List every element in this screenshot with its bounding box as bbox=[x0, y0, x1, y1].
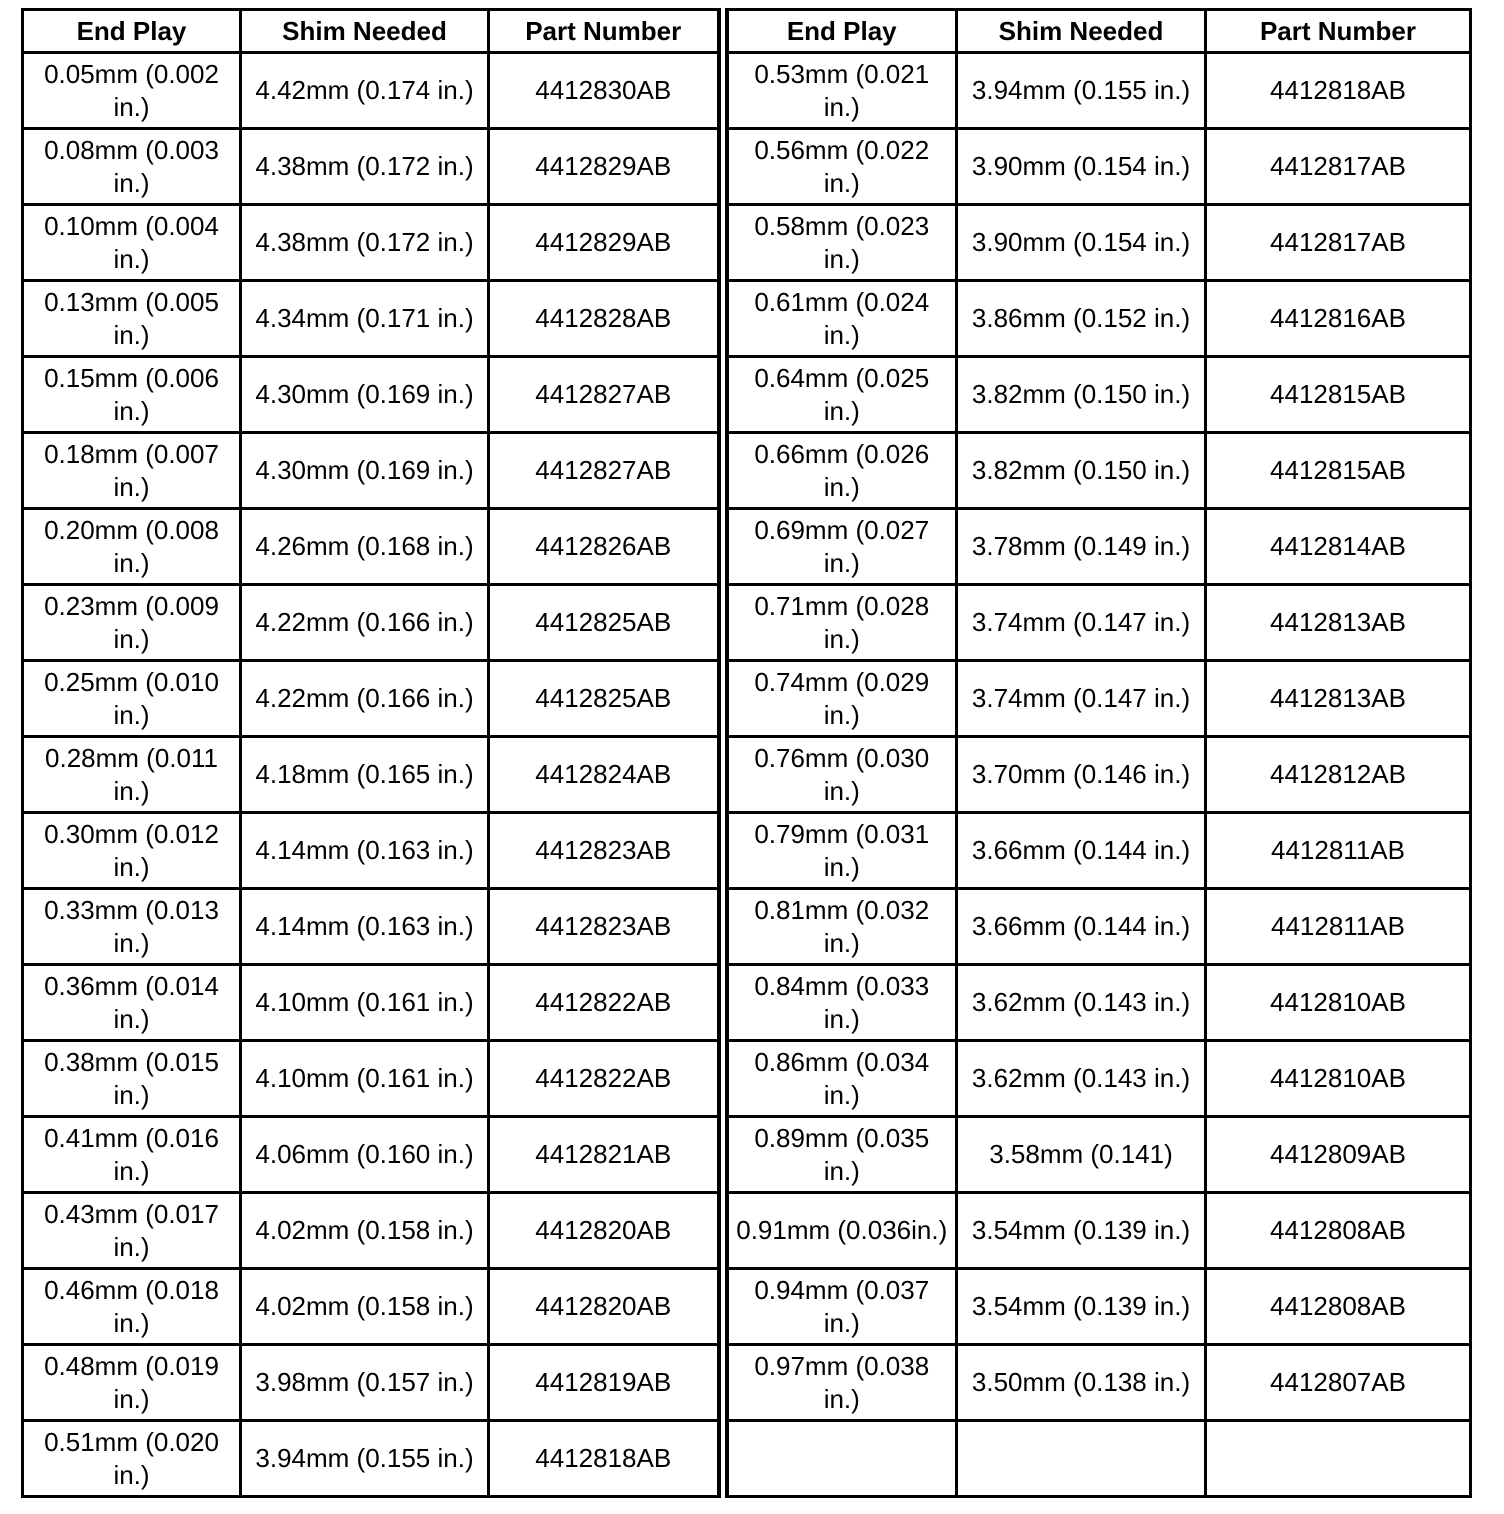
table-row bbox=[23, 509, 1471, 585]
shim-needed-left-cell: 3.94mm (0.155 in.) bbox=[241, 1421, 489, 1497]
shim-needed-right-cell: 3.50mm (0.138 in.) bbox=[957, 1345, 1206, 1421]
shim-needed-left-cell: 4.02mm (0.158 in.) bbox=[241, 1193, 489, 1269]
part-number-right-cell: 4412812AB bbox=[1206, 737, 1471, 813]
part-number-left-cell: 4412818AB bbox=[489, 1421, 723, 1497]
end-play-left-cell: 0.46mm (0.018 in.) bbox=[23, 1269, 241, 1345]
part-number-left-cell: 4412827AB bbox=[489, 433, 723, 509]
end-play-left-cell: 0.51mm (0.020 in.) bbox=[23, 1421, 241, 1497]
table-row bbox=[23, 965, 1471, 1041]
part-number-left-cell: 4412820AB bbox=[489, 1193, 723, 1269]
part-number-left-cell: 4412825AB bbox=[489, 585, 723, 661]
part-number-left-cell: 4412823AB bbox=[489, 813, 723, 889]
end-play-left-cell: 0.20mm (0.008 in.) bbox=[23, 509, 241, 585]
part-number-right-cell: 4412818AB bbox=[1206, 53, 1471, 129]
part-number-left-cell: 4412822AB bbox=[489, 965, 723, 1041]
shim-needed-right-cell: 3.78mm (0.149 in.) bbox=[957, 509, 1206, 585]
table-row bbox=[23, 1269, 1471, 1345]
shim-needed-left-cell: 4.22mm (0.166 in.) bbox=[241, 661, 489, 737]
part-number-left-cell: 4412825AB bbox=[489, 661, 723, 737]
table-row bbox=[23, 585, 1471, 661]
end-play-right-cell: 0.64mm (0.025 in.) bbox=[723, 357, 957, 433]
shim-needed-right-cell: 3.66mm (0.144 in.) bbox=[957, 813, 1206, 889]
part-number-right-cell: 4412809AB bbox=[1206, 1117, 1471, 1193]
end-play-left-cell: 0.38mm (0.015 in.) bbox=[23, 1041, 241, 1117]
header-part-number-right: Part Number bbox=[1206, 10, 1471, 53]
shim-needed-left-cell: 4.02mm (0.158 in.) bbox=[241, 1269, 489, 1345]
part-number-left-cell: 4412822AB bbox=[489, 1041, 723, 1117]
table-row bbox=[23, 813, 1471, 889]
shim-selection-table-container bbox=[21, 8, 1469, 1498]
part-number-left-cell: 4412827AB bbox=[489, 357, 723, 433]
shim-needed-left-cell: 4.10mm (0.161 in.) bbox=[241, 965, 489, 1041]
part-number-right-cell bbox=[1206, 1421, 1471, 1497]
part-number-left-cell: 4412826AB bbox=[489, 509, 723, 585]
shim-needed-left-cell: 4.30mm (0.169 in.) bbox=[241, 357, 489, 433]
table-row bbox=[23, 205, 1471, 281]
header-shim-needed-left: Shim Needed bbox=[241, 10, 489, 53]
end-play-left-cell: 0.25mm (0.010 in.) bbox=[23, 661, 241, 737]
table-row bbox=[23, 1421, 1471, 1497]
shim-needed-right-cell: 3.74mm (0.147 in.) bbox=[957, 661, 1206, 737]
shim-needed-left-cell: 4.22mm (0.166 in.) bbox=[241, 585, 489, 661]
end-play-left-cell: 0.05mm (0.002 in.) bbox=[23, 53, 241, 129]
shim-needed-right-cell: 3.86mm (0.152 in.) bbox=[957, 281, 1206, 357]
end-play-left-cell: 0.48mm (0.019 in.) bbox=[23, 1345, 241, 1421]
table-row bbox=[23, 53, 1471, 129]
shim-needed-left-cell: 4.38mm (0.172 in.) bbox=[241, 129, 489, 205]
shim-needed-right-cell: 3.90mm (0.154 in.) bbox=[957, 129, 1206, 205]
part-number-right-cell: 4412817AB bbox=[1206, 129, 1471, 205]
part-number-left-cell: 4412828AB bbox=[489, 281, 723, 357]
end-play-left-cell: 0.08mm (0.003 in.) bbox=[23, 129, 241, 205]
part-number-left-cell: 4412829AB bbox=[489, 205, 723, 281]
part-number-right-cell: 4412813AB bbox=[1206, 661, 1471, 737]
end-play-left-cell: 0.30mm (0.012 in.) bbox=[23, 813, 241, 889]
end-play-right-cell: 0.97mm (0.038 in.) bbox=[723, 1345, 957, 1421]
part-number-right-cell: 4412815AB bbox=[1206, 357, 1471, 433]
end-play-left-cell: 0.41mm (0.016 in.) bbox=[23, 1117, 241, 1193]
header-part-number-left: Part Number bbox=[489, 10, 723, 53]
part-number-left-cell: 4412820AB bbox=[489, 1269, 723, 1345]
part-number-right-cell: 4412810AB bbox=[1206, 1041, 1471, 1117]
shim-needed-right-cell: 3.82mm (0.150 in.) bbox=[957, 357, 1206, 433]
shim-needed-right-cell: 3.74mm (0.147 in.) bbox=[957, 585, 1206, 661]
end-play-left-cell: 0.43mm (0.017 in.) bbox=[23, 1193, 241, 1269]
shim-needed-left-cell: 4.06mm (0.160 in.) bbox=[241, 1117, 489, 1193]
part-number-right-cell: 4412817AB bbox=[1206, 205, 1471, 281]
end-play-right-cell: 0.69mm (0.027 in.) bbox=[723, 509, 957, 585]
part-number-left-cell: 4412824AB bbox=[489, 737, 723, 813]
table-row bbox=[23, 1041, 1471, 1117]
end-play-left-cell: 0.28mm (0.011 in.) bbox=[23, 737, 241, 813]
table-row bbox=[23, 433, 1471, 509]
part-number-right-cell: 4412815AB bbox=[1206, 433, 1471, 509]
shim-needed-right-cell: 3.54mm (0.139 in.) bbox=[957, 1269, 1206, 1345]
shim-needed-right-cell: 3.70mm (0.146 in.) bbox=[957, 737, 1206, 813]
shim-needed-left-cell: 3.98mm (0.157 in.) bbox=[241, 1345, 489, 1421]
end-play-right-cell: 0.53mm (0.021 in.) bbox=[723, 53, 957, 129]
header-end-play-right: End Play bbox=[723, 10, 957, 53]
table-row bbox=[23, 357, 1471, 433]
shim-needed-right-cell: 3.66mm (0.144 in.) bbox=[957, 889, 1206, 965]
table-body bbox=[23, 53, 1471, 1497]
table-row bbox=[23, 1193, 1471, 1269]
shim-needed-right-cell bbox=[957, 1421, 1206, 1497]
end-play-right-cell: 0.81mm (0.032 in.) bbox=[723, 889, 957, 965]
table-row bbox=[23, 1345, 1471, 1421]
shim-needed-left-cell: 4.38mm (0.172 in.) bbox=[241, 205, 489, 281]
table-row bbox=[23, 281, 1471, 357]
header-end-play-left: End Play bbox=[23, 10, 241, 53]
shim-needed-right-cell: 3.54mm (0.139 in.) bbox=[957, 1193, 1206, 1269]
shim-needed-left-cell: 4.26mm (0.168 in.) bbox=[241, 509, 489, 585]
shim-selection-table bbox=[21, 8, 1472, 1498]
part-number-right-cell: 4412810AB bbox=[1206, 965, 1471, 1041]
table-row bbox=[23, 737, 1471, 813]
end-play-right-cell: 0.56mm (0.022 in.) bbox=[723, 129, 957, 205]
end-play-right-cell: 0.89mm (0.035 in.) bbox=[723, 1117, 957, 1193]
part-number-left-cell: 4412819AB bbox=[489, 1345, 723, 1421]
part-number-right-cell: 4412807AB bbox=[1206, 1345, 1471, 1421]
end-play-right-cell: 0.61mm (0.024 in.) bbox=[723, 281, 957, 357]
header-shim-needed-right: Shim Needed bbox=[957, 10, 1206, 53]
part-number-right-cell: 4412811AB bbox=[1206, 889, 1471, 965]
part-number-right-cell: 4412813AB bbox=[1206, 585, 1471, 661]
shim-needed-left-cell: 4.10mm (0.161 in.) bbox=[241, 1041, 489, 1117]
part-number-right-cell: 4412816AB bbox=[1206, 281, 1471, 357]
end-play-left-cell: 0.15mm (0.006 in.) bbox=[23, 357, 241, 433]
end-play-right-cell: 0.58mm (0.023 in.) bbox=[723, 205, 957, 281]
end-play-right-cell: 0.86mm (0.034 in.) bbox=[723, 1041, 957, 1117]
table-row bbox=[23, 1117, 1471, 1193]
part-number-right-cell: 4412808AB bbox=[1206, 1269, 1471, 1345]
end-play-right-cell: 0.84mm (0.033 in.) bbox=[723, 965, 957, 1041]
table-row bbox=[23, 889, 1471, 965]
end-play-right-cell: 0.94mm (0.037 in.) bbox=[723, 1269, 957, 1345]
shim-needed-left-cell: 4.18mm (0.165 in.) bbox=[241, 737, 489, 813]
end-play-right-cell: 0.76mm (0.030 in.) bbox=[723, 737, 957, 813]
shim-needed-right-cell: 3.62mm (0.143 in.) bbox=[957, 965, 1206, 1041]
end-play-left-cell: 0.33mm (0.013 in.) bbox=[23, 889, 241, 965]
end-play-right-cell: 0.74mm (0.029 in.) bbox=[723, 661, 957, 737]
end-play-left-cell: 0.36mm (0.014 in.) bbox=[23, 965, 241, 1041]
shim-needed-right-cell: 3.90mm (0.154 in.) bbox=[957, 205, 1206, 281]
shim-needed-right-cell: 3.94mm (0.155 in.) bbox=[957, 53, 1206, 129]
shim-needed-left-cell: 4.14mm (0.163 in.) bbox=[241, 813, 489, 889]
shim-needed-right-cell: 3.82mm (0.150 in.) bbox=[957, 433, 1206, 509]
part-number-right-cell: 4412811AB bbox=[1206, 813, 1471, 889]
shim-needed-right-cell: 3.62mm (0.143 in.) bbox=[957, 1041, 1206, 1117]
end-play-right-cell: 0.91mm (0.036in.) bbox=[723, 1193, 957, 1269]
shim-needed-left-cell: 4.42mm (0.174 in.) bbox=[241, 53, 489, 129]
table-row bbox=[23, 129, 1471, 205]
part-number-right-cell: 4412814AB bbox=[1206, 509, 1471, 585]
table-row bbox=[23, 661, 1471, 737]
part-number-left-cell: 4412821AB bbox=[489, 1117, 723, 1193]
end-play-right-cell: 0.66mm (0.026 in.) bbox=[723, 433, 957, 509]
end-play-left-cell: 0.23mm (0.009 in.) bbox=[23, 585, 241, 661]
end-play-right-cell: 0.79mm (0.031 in.) bbox=[723, 813, 957, 889]
end-play-left-cell: 0.13mm (0.005 in.) bbox=[23, 281, 241, 357]
shim-needed-left-cell: 4.14mm (0.163 in.) bbox=[241, 889, 489, 965]
end-play-right-cell: 0.71mm (0.028 in.) bbox=[723, 585, 957, 661]
shim-needed-left-cell: 4.34mm (0.171 in.) bbox=[241, 281, 489, 357]
part-number-right-cell: 4412808AB bbox=[1206, 1193, 1471, 1269]
shim-needed-right-cell: 3.58mm (0.141) bbox=[957, 1117, 1206, 1193]
shim-needed-left-cell: 4.30mm (0.169 in.) bbox=[241, 433, 489, 509]
part-number-left-cell: 4412830AB bbox=[489, 53, 723, 129]
end-play-right-cell bbox=[723, 1421, 957, 1497]
table-header-row bbox=[23, 10, 1471, 53]
end-play-left-cell: 0.18mm (0.007 in.) bbox=[23, 433, 241, 509]
end-play-left-cell: 0.10mm (0.004 in.) bbox=[23, 205, 241, 281]
part-number-left-cell: 4412823AB bbox=[489, 889, 723, 965]
part-number-left-cell: 4412829AB bbox=[489, 129, 723, 205]
